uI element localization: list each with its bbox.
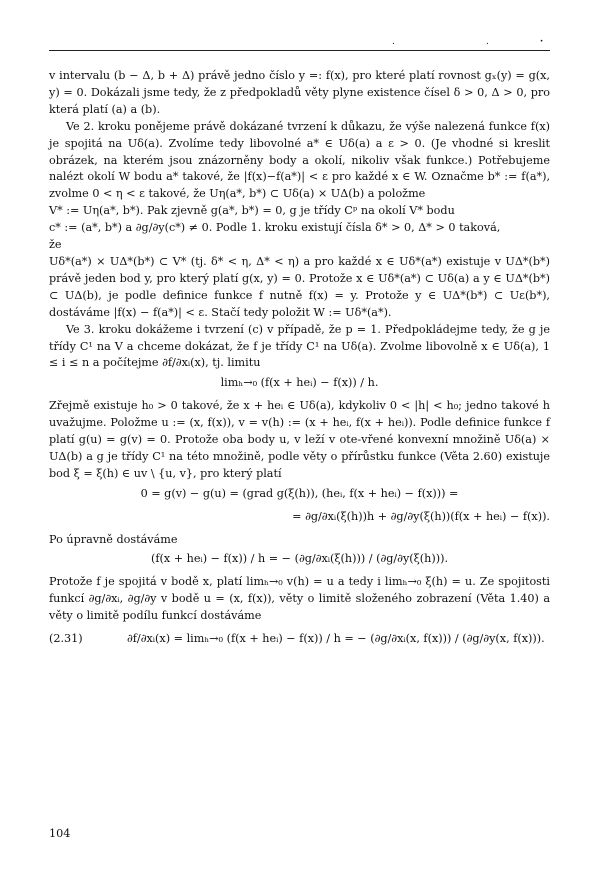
paragraph: Protože f je spojitá v bodě x, platí limₕ→₀ v(h) = u a tedy i limₕ→₀ ξ(h) = u. Ze spojitosti funkcí ∂g/∂xᵢ, ∂g/∂y v bodě u = (x, f(x)), věty o limitě složeného zobrazení (Věta 1.40) a věty o limitě podílu funkcí dostáváme (49, 575, 550, 623)
equation: (f(x + heᵢ) − f(x)) / h = − (∂g/∂xᵢ(ξ(h))) / (∂g/∂y(ξ(h))). (150, 552, 449, 566)
numbered-equation (49, 631, 550, 648)
paragraph: Ve 3. kroku dokážeme i tvrzení (c) v případě, že p = 1. Předpokládejme tedy, že g je třídy C¹ na V a chceme dokázat, že f je třídy C¹ na Uδ(a). Zvolme libovolně x ∈ Uδ(a), 1 ≤ i ≤ n a počítejme ∂f/∂xᵢ(x), tj. limitu (49, 322, 550, 370)
paragraph: že (49, 238, 62, 252)
header-rule (49, 50, 550, 51)
paragraph: Ve 2. kroku ponějeme právě dokázané tvrzení k důkazu, že výše nalezená funkce f(x) je spojitá na Uδ(a). Zvolíme tedy libovolné a* ∈ Uδ(a) a ε > 0. (Je vhodné si kreslit obrázek, na kterém jsou znázorněny body a okolí, nikoliv však funkce.) Potřebujeme nalézt okolí W bodu a* takové, že |f(x)−f(a*)| < ε pro každé x ∈ W. Označme b* := f(a*), zvolme 0 < η < ε takové, že Uη(a*, b*) ⊂ Uδ(a) × UΔ(b) a položme (49, 119, 550, 201)
equation: ∂f/∂xᵢ(x) = limₕ→₀ (f(x + heᵢ) − f(x)) / h = − (∂g/∂xᵢ(x, f(x))) / (∂g/∂y(x, f(x))). (127, 632, 545, 646)
paragraph: v intervalu (b − Δ, b + Δ) právě jedno číslo y =: f(x), pro které platí rovnost gₓ(y) = g(x, y) = 0. Dokázali jsme tedy, že z předpokladů věty plyne existence čísel δ > 0, Δ > 0, pro která platí (a) a (b). (49, 69, 550, 116)
paragraph: V* := Uη(a*, b*). Pak zjevně g(a*, b*) = 0, g je třídy Cᵖ na okolí V* bodu (49, 204, 455, 218)
page-body (49, 68, 550, 868)
equation: = ∂g/∂xᵢ(ξ(h))h + ∂g/∂y(ξ(h))(f(x + heᵢ) − f(x)). (292, 509, 550, 523)
paragraph: Zřejmě existuje h₀ > 0 takové, že x + heᵢ ∈ Uδ(a), kdykoliv 0 < |h| < h₀; jedno takové h uvažujme. Položme u := (x, f(x)), v = v(h) := (x + heᵢ, f(x + heᵢ)). Podle definice funkce f platí g(u) = g(v) = 0. Protože oba body u, v leží v ote-vřené konvexní množině Uδ(a) × UΔ(b) a g je třídy C¹ na této množině, podle věty o přírůstku funkce (Věta 2.60) existuje bod ξ = ξ(h) ∈ uv \ {u, v}, pro který platí (49, 399, 550, 480)
equation: limₕ→₀ (f(x + heᵢ) − f(x)) / h. (220, 376, 379, 390)
equation: 0 = g(v) − g(u) = (grad g(ξ(h)), (heᵢ, f(x + heᵢ) − f(x))) = (140, 486, 459, 500)
paragraph: c* := (a*, b*) a ∂g/∂y(c*) ≠ 0. Podle 1. kroku existují čísla δ* > 0, Δ* > 0 taková, (49, 221, 501, 235)
page-number: 104 (49, 827, 71, 840)
equation-number: (2.31) (49, 632, 83, 646)
paragraph: Uδ*(a*) × UΔ*(b*) ⊂ V* (tj. δ* < η, Δ* < η) a pro každé x ∈ Uδ*(a*) existuje v UΔ*(b*) právě jeden bod y, pro který platí g(x, y) = 0. Protože x ∈ Uδ*(a*) ⊂ Uδ(a) a y ∈ UΔ*(b*) ⊂ UΔ(b), je podle definice funkce f nutně f(x) = y. Protože y ∈ UΔ*(b*) ⊂ Uε(b*), dostáváme |f(x) − f(a*)| < ε. Stačí tedy položit W := Uδ*(a*). (49, 254, 550, 319)
header-mark: · (540, 37, 544, 47)
running-header (360, 38, 550, 48)
header-mark: . (486, 37, 489, 47)
paragraph: Po úpravně dostáváme (49, 532, 178, 546)
header-mark: . (392, 37, 395, 47)
